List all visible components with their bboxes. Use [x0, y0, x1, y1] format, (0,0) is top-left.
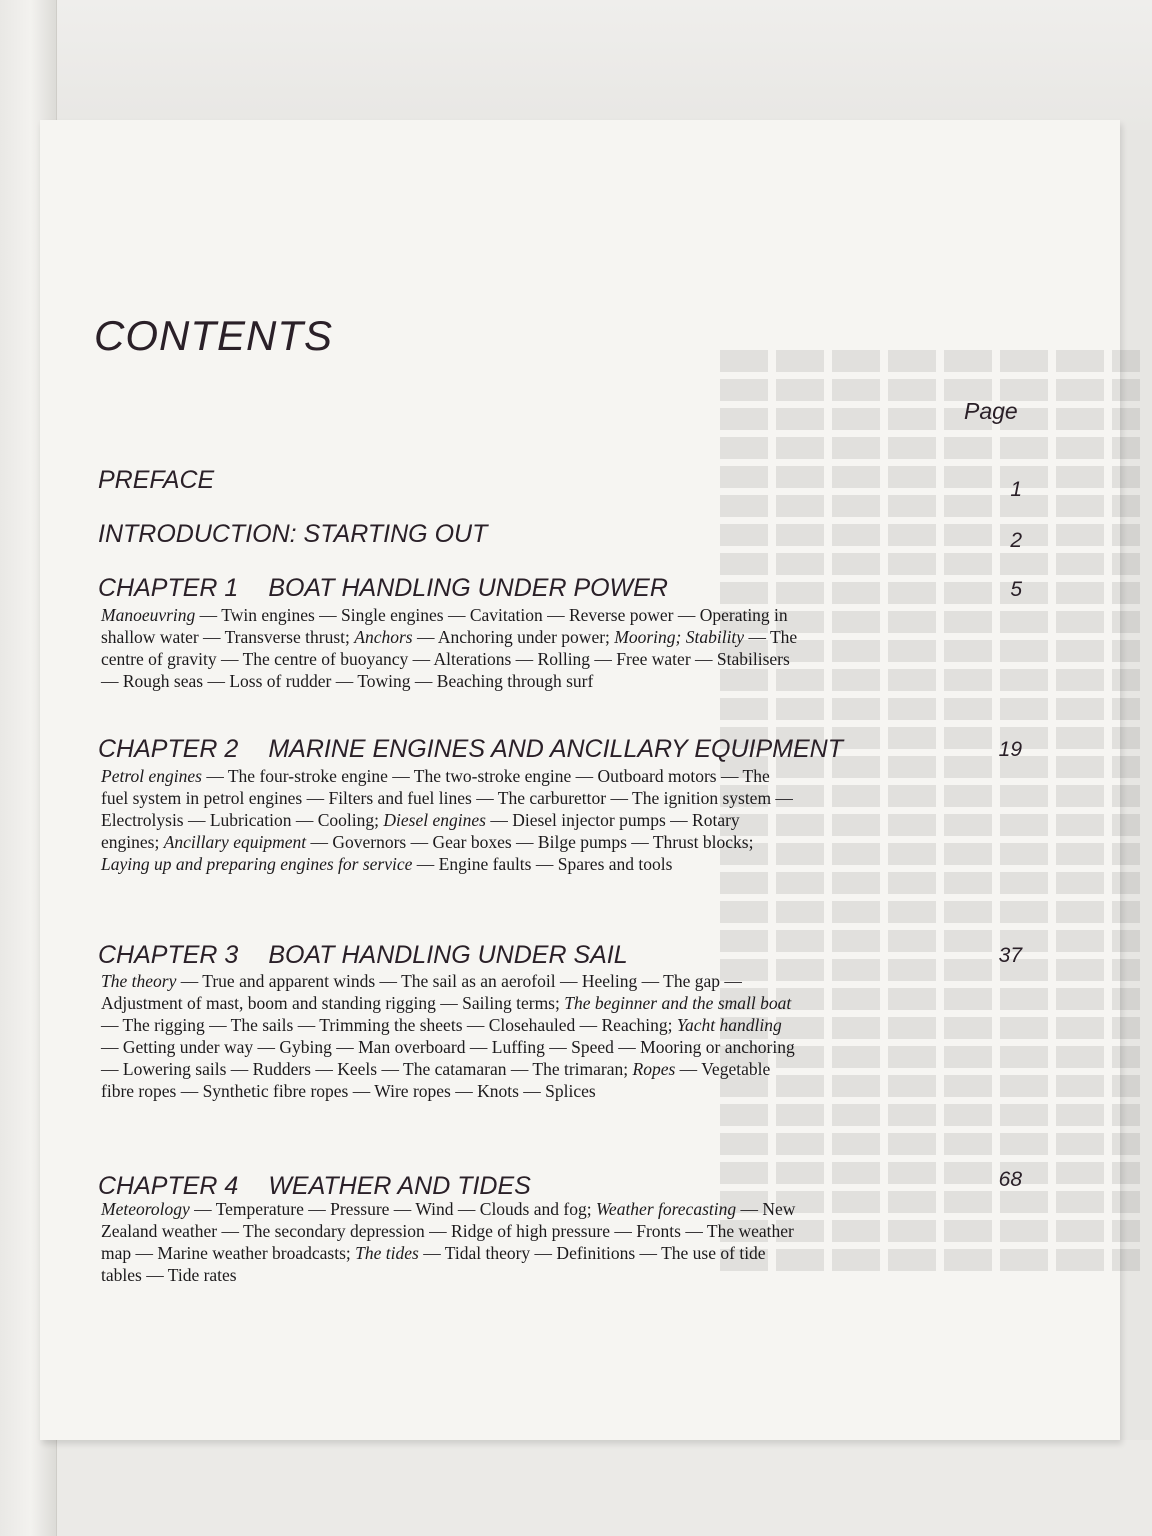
- chapter-number: CHAPTER 2: [98, 735, 239, 763]
- page-column-label: Page: [964, 398, 1018, 424]
- background-top: [0, 0, 1152, 130]
- toc-entry-preface: [98, 466, 214, 495]
- toc-page-number: 5: [1010, 578, 1022, 601]
- toc-entry-title: INTRODUCTION: STARTING OUT: [98, 520, 488, 548]
- chapter-title: MARINE ENGINES AND ANCILLARY EQUIPMENT: [268, 735, 843, 763]
- topic-heading: Ancillary equipment: [163, 832, 307, 852]
- chapter-1-description: [101, 604, 801, 692]
- table-surface: [0, 1440, 1152, 1536]
- topic-heading: Mooring; Stability: [614, 627, 745, 647]
- topic-heading: Diesel engines: [383, 810, 486, 830]
- topic-text: — Anchoring under power;: [412, 627, 615, 647]
- toc-page-number: 19: [998, 738, 1022, 761]
- topic-text: — Tidal theory — Definitions — The use of tide tables — Tide rates: [101, 1243, 766, 1285]
- toc-entry-chapter-4: [98, 1172, 531, 1201]
- toc-page-number: 2: [1010, 529, 1022, 552]
- chapter-3-description: [101, 970, 801, 1102]
- topic-heading: Anchors: [354, 627, 413, 647]
- topic-text: — Vegetable fibre ropes — Synthetic fibre ropes — Wire ropes — Knots — Splices: [101, 1059, 771, 1101]
- chapter-title: BOAT HANDLING UNDER POWER: [268, 574, 668, 602]
- toc-entry-chapter-1: [98, 574, 668, 603]
- topic-text: — True and apparent winds — The sail as an aerofoil — Heeling — The gap — Adjustment of mast, boom and standing rigging — Sailing terms;: [101, 971, 742, 1013]
- chapter-2-description: [101, 765, 801, 875]
- topic-text: — Governors — Gear boxes — Bilge pumps — Thrust blocks;: [306, 832, 754, 852]
- topic-text: — New Zealand weather — The secondary depression — Ridge of high pressure — Fronts — The weather map — Marine weather broadcasts;: [101, 1199, 796, 1263]
- topic-heading: Weather forecasting: [595, 1199, 737, 1219]
- chapter-4-description: [101, 1198, 801, 1286]
- toc-entry-title: PREFACE: [98, 466, 215, 494]
- topic-heading: Yacht handling: [676, 1015, 782, 1035]
- topic-heading: The beginner and the small boat: [564, 993, 792, 1013]
- chapter-number: CHAPTER 1: [98, 574, 239, 602]
- topic-heading: Meteorology: [101, 1199, 190, 1219]
- topic-heading: Ropes: [632, 1059, 676, 1079]
- toc-entry-introduction: [98, 520, 487, 549]
- chapter-title: WEATHER AND TIDES: [268, 1172, 531, 1200]
- chapter-title: BOAT HANDLING UNDER SAIL: [268, 941, 628, 969]
- toc-entry-chapter-3: [98, 941, 628, 970]
- topic-heading: The theory: [101, 971, 177, 991]
- topic-heading: Petrol engines: [101, 766, 202, 786]
- chapter-number: CHAPTER 4: [98, 1172, 239, 1200]
- topic-text: — The centre of gravity — The centre of buoyancy — Alterations — Rolling — Free water — Stabilisers — Rough seas — Loss of rudder — Towing — Beaching through surf: [101, 627, 798, 691]
- toc-page-number: 68: [998, 1168, 1022, 1191]
- topic-heading: The tides: [355, 1243, 419, 1263]
- topic-text: — Diesel injector pumps — Rotary engines;: [101, 810, 740, 852]
- toc-page-number: 37: [998, 944, 1022, 967]
- topic-text: — Engine faults — Spares and tools: [412, 854, 673, 874]
- page-title: CONTENTS: [94, 312, 333, 359]
- topic-text: — Temperature — Pressure — Wind — Clouds and fog;: [189, 1199, 596, 1219]
- toc-page-number: 1: [1010, 478, 1022, 501]
- topic-heading: Laying up and preparing engines for service: [101, 854, 413, 874]
- topic-text: — The four-stroke engine — The two-stroke engine — Outboard motors — The fuel system in petrol engines — Filters and fuel lines — The carburettor — The ignition system — Electrolysis — Lubrication — Cooling;: [101, 766, 793, 830]
- topic-text: — Getting under way — Gybing — Man overboard — Luffing — Speed — Mooring or anchoring — Lowering sails — Rudders — Keels — The catamaran — The trimaran;: [101, 1037, 795, 1079]
- topic-heading: Manoeuvring: [101, 605, 196, 625]
- topic-text: — The rigging — The sails — Trimming the sheets — Closehauled — Reaching;: [101, 1015, 677, 1035]
- chapter-number: CHAPTER 3: [98, 941, 239, 969]
- topic-text: — Twin engines — Single engines — Cavitation — Reverse power — Operating in shallow water — Transverse thrust;: [101, 605, 788, 647]
- toc-entry-chapter-2: [98, 735, 843, 764]
